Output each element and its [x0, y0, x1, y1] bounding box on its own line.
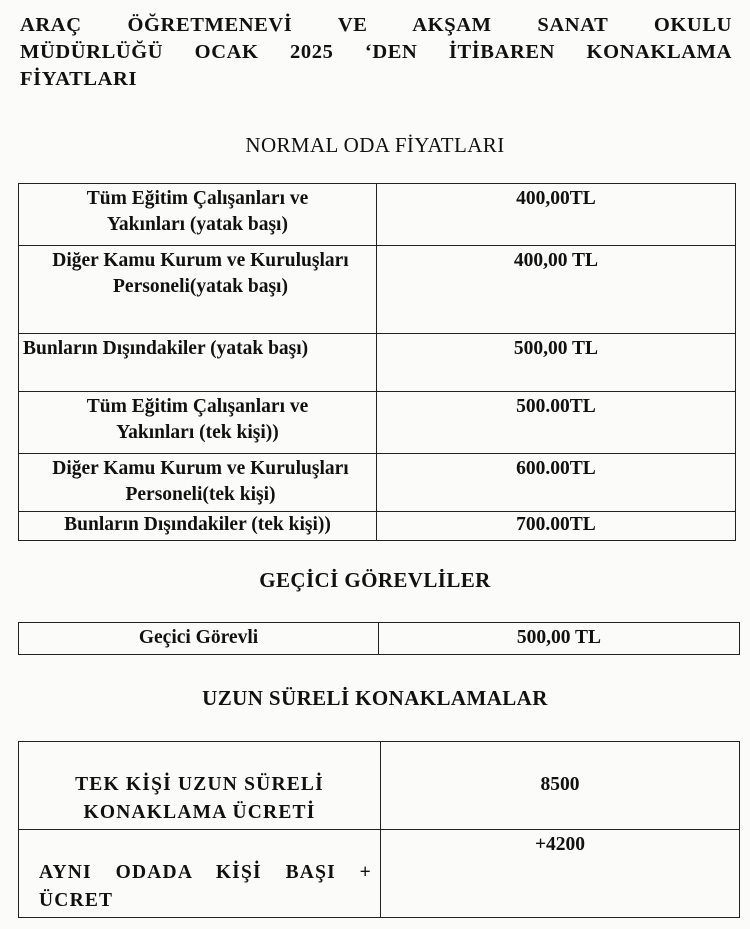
row-price: 500,00 TL — [377, 334, 736, 392]
temporary-staff-heading: GEÇİCİ GÖREVLİLER — [259, 568, 491, 592]
normal-rooms-heading: NORMAL ODA FİYATLARI — [245, 133, 505, 157]
document-title — [20, 12, 732, 93]
long-stay-table — [18, 741, 740, 918]
table-row — [19, 334, 736, 392]
row-label: Diğer Kamu Kurum ve Kuruluşları Personeli(tek kişi) — [19, 454, 377, 512]
row-label: Diğer Kamu Kurum ve Kuruluşları Personeli(yatak başı) — [19, 246, 377, 334]
row-label: Tüm Eğitim Çalışanları ve Yakınları (tek kişi)) — [19, 392, 377, 454]
row-label: Bunların Dışındakiler (yatak başı) — [19, 334, 377, 392]
temporary-staff-table — [18, 622, 740, 655]
row-price: +4200 — [381, 830, 740, 918]
row-label: Tüm Eğitim Çalışanları ve Yakınları (yatak başı) — [19, 184, 377, 246]
table-row — [19, 623, 740, 655]
table-row — [19, 742, 740, 830]
row-price: 400,00 TL — [377, 246, 736, 334]
row-price: 500.00TL — [377, 392, 736, 454]
title-line-2: MÜDÜRLÜĞÜ OCAK 2025 ‘DEN İTİBAREN KONAKLAMA — [20, 41, 732, 63]
row-label: Bunların Dışındakiler (tek kişi)) — [19, 512, 377, 541]
normal-rooms-table — [18, 183, 736, 541]
row-price: 600.00TL — [377, 454, 736, 512]
table-row — [19, 454, 736, 512]
row-price: 400,00TL — [377, 184, 736, 246]
row-price: 8500 — [381, 742, 740, 830]
title-line-1: ARAÇ ÖĞRETMENEVİ VE AKŞAM SANAT OKULU — [20, 14, 732, 36]
table-row — [19, 512, 736, 541]
title-line-3: FİYATLARI — [20, 68, 138, 90]
row-label: TEK KİŞİ UZUN SÜRELİ KONAKLAMA ÜCRETİ — [19, 742, 381, 830]
table-row — [19, 184, 736, 246]
row-price: 700.00TL — [377, 512, 736, 541]
row-price: 500,00 TL — [379, 623, 740, 655]
row-label: AYNI ODADA KİŞİ BAŞI + ÜCRET — [19, 830, 381, 918]
table-row — [19, 392, 736, 454]
long-stay-heading: UZUN SÜRELİ KONAKLAMALAR — [202, 686, 548, 710]
row-label: Geçici Görevli — [19, 623, 379, 655]
table-row — [19, 246, 736, 334]
table-row — [19, 830, 740, 918]
